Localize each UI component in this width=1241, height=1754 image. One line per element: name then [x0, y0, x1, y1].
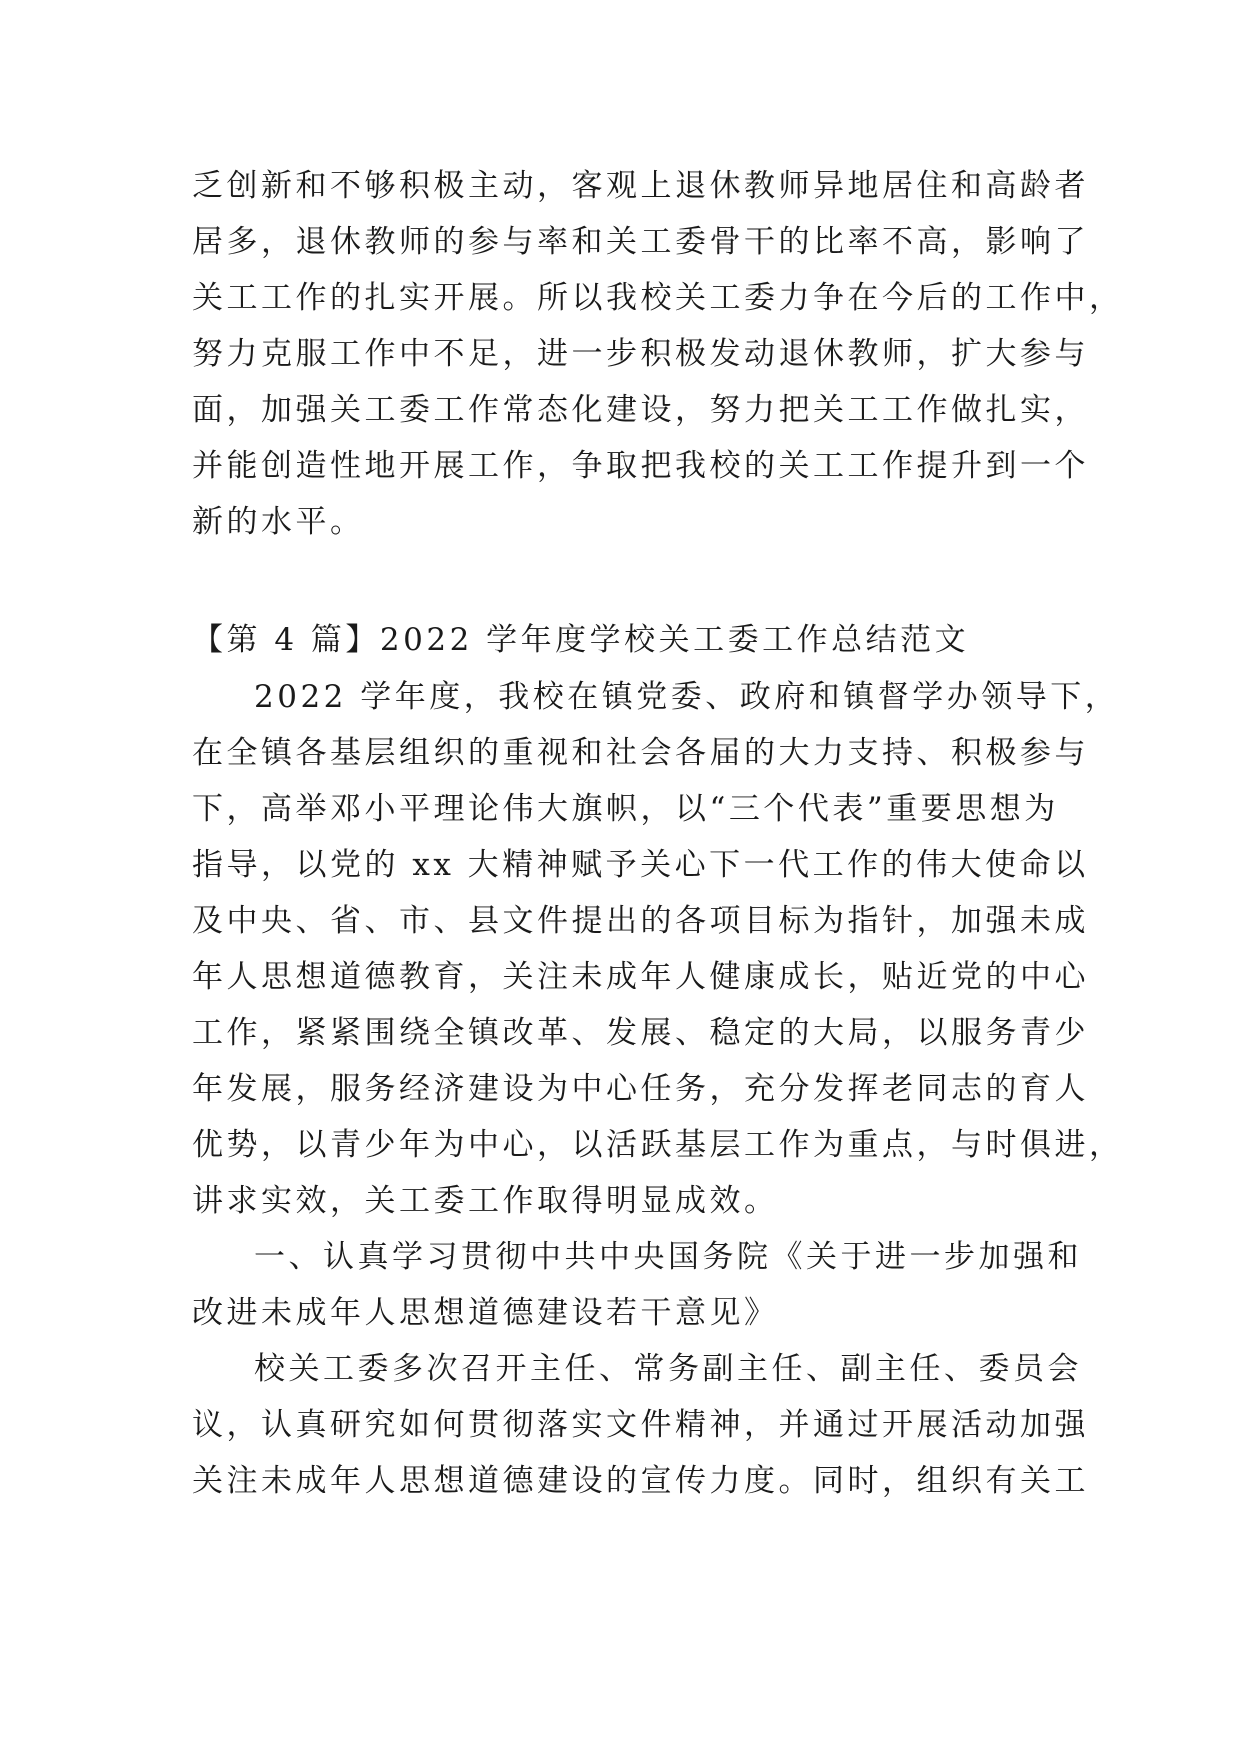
paragraph-line: 讲求实效，关工委工作取得明显成效。: [192, 1183, 779, 1219]
subheading-line: 改进未成年人思想道德建设若干意见》: [192, 1295, 779, 1331]
paragraph-line: 校关工委多次召开主任、常务副主任、副主任、委员会: [254, 1351, 1082, 1387]
paragraph-line: 指导，以党的 xx 大精神赋予关心下一代工作的伟大使命以: [192, 847, 1089, 883]
paragraph-line: 2022 学年度，我校在镇党委、政府和镇督学办领导下，: [254, 679, 1120, 715]
paragraph-line: 并能创造性地开展工作，争取把我校的关工工作提升到一个: [192, 448, 1089, 484]
paragraph-line: 年发展，服务经济建设为中心任务，充分发挥老同志的育人: [192, 1071, 1089, 1107]
paragraph-line: 在全镇各基层组织的重视和社会各届的大力支持、积极参与: [192, 735, 1089, 771]
paragraph-line: 乏创新和不够积极主动，客观上退休教师异地居住和高龄者: [192, 168, 1089, 204]
paragraph-line: 努力克服工作中不足，进一步积极发动退休教师，扩大参与: [192, 336, 1089, 372]
paragraph-line: 工作，紧紧围绕全镇改革、发展、稳定的大局，以服务青少: [192, 1015, 1089, 1051]
paragraph-line: 面，加强关工委工作常态化建设，努力把关工工作做扎实，: [192, 392, 1089, 428]
paragraph-line: 下，高举邓小平理论伟大旗帜，以“三个代表”重要思想为: [192, 791, 1059, 827]
paragraph-line: 优势，以青少年为中心，以活跃基层工作为重点，与时俱进，: [192, 1127, 1124, 1163]
paragraph-line: 议，认真研究如何贯彻落实文件精神，并通过开展活动加强: [192, 1407, 1089, 1443]
paragraph-line: 关注未成年人思想道德建设的宣传力度。同时，组织有关工: [192, 1463, 1089, 1499]
paragraph-line: 关工工作的扎实开展。所以我校关工委力争在今后的工作中，: [192, 280, 1124, 316]
paragraph-line: 年人思想道德教育，关注未成年人健康成长，贴近党的中心: [192, 959, 1089, 995]
subheading-line: 一、认真学习贯彻中共中央国务院《关于进一步加强和: [254, 1239, 1082, 1275]
paragraph-line: 居多，退休教师的参与率和关工委骨干的比率不高，影响了: [192, 224, 1089, 260]
paragraph-line: 及中央、省、市、县文件提出的各项目标为指针，加强未成: [192, 903, 1089, 939]
paragraph-line: 新的水平。: [192, 504, 365, 540]
section-heading: 【第 4 篇】2022 学年度学校关工委工作总结范文: [192, 622, 970, 658]
